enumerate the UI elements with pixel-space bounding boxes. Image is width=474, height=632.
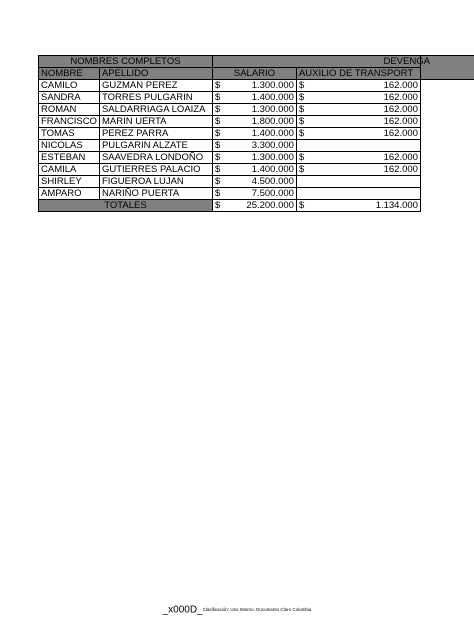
currency-symbol: $ [298, 92, 305, 103]
cell-salario-value: 1.300.000 [251, 104, 294, 115]
cell-salario [212, 128, 296, 140]
cell-auxilio-value: 162.000 [383, 104, 418, 115]
cell-salario [212, 164, 296, 176]
totals-auxilio [296, 200, 420, 212]
cell-nombre: NICOLAS [39, 140, 100, 152]
cell-apellido: MARIN UERTA [99, 116, 212, 128]
currency-symbol: $ [214, 164, 221, 175]
currency-symbol: $ [298, 164, 305, 175]
col-header-nombre: NOMBRE [39, 68, 100, 80]
table-row [39, 116, 421, 128]
cell-salario-value: 1.400.000 [251, 128, 294, 139]
cell-apellido: SAAVEDRA LONDOÑO [99, 152, 212, 164]
col-header-auxilio: AUXILIO DE TRANSPORT [296, 68, 420, 80]
cell-salario-value: 1.400.000 [251, 164, 294, 175]
column-header-row [39, 68, 421, 80]
cell-salario-value: 4.500.000 [251, 176, 294, 187]
payroll-table [38, 55, 430, 212]
cell-nombre: SHIRLEY [39, 176, 100, 188]
cell-nombre: CAMILO [39, 80, 100, 92]
cell-salario [212, 92, 296, 104]
totals-salario-value: 25.200.000 [246, 200, 294, 211]
table-row [39, 188, 421, 200]
cell-nombre: ROMAN [39, 104, 100, 116]
currency-symbol: $ [214, 152, 221, 163]
table-row [39, 152, 421, 164]
cell-auxilio-value: 162.000 [383, 116, 418, 127]
payroll-sheet [38, 55, 430, 212]
group-header-row [39, 56, 421, 68]
cell-auxilio [296, 92, 420, 104]
currency-symbol: $ [214, 176, 221, 187]
table-row [39, 140, 421, 152]
cell-salario [212, 188, 296, 200]
cell-auxilio [296, 188, 420, 200]
table-row [39, 164, 421, 176]
cell-auxilio [296, 104, 420, 116]
group-header-names: NOMBRES COMPLETOS [39, 56, 213, 68]
cell-apellido: GUZMAN PEREZ [99, 80, 212, 92]
cell-apellido: PEREZ PARRA [99, 128, 212, 140]
cell-auxilio [296, 140, 420, 152]
currency-symbol: $ [214, 188, 221, 199]
cell-apellido: PULGARIN ALZATE [99, 140, 212, 152]
currency-symbol: $ [298, 80, 305, 91]
currency-symbol: $ [214, 200, 221, 211]
cell-salario [212, 80, 296, 92]
table-row [39, 128, 421, 140]
cell-auxilio [296, 152, 420, 164]
currency-symbol: $ [298, 104, 305, 115]
totals-label: TOTALES [39, 200, 213, 212]
cell-apellido: SALDARRIAGA LOAIZA [99, 104, 212, 116]
cell-auxilio-value: 162.000 [383, 92, 418, 103]
currency-symbol: $ [214, 140, 221, 151]
cell-salario-value: 7.500.000 [251, 188, 294, 199]
footer-code: _x000D_ [162, 604, 203, 616]
cell-auxilio [296, 176, 420, 188]
totals-salario [212, 200, 296, 212]
group-header-devenga: DEVENGA [212, 56, 420, 68]
cell-auxilio [296, 80, 420, 92]
cell-nombre: TOMAS [39, 128, 100, 140]
cell-salario [212, 140, 296, 152]
page-footer [0, 604, 474, 617]
currency-symbol: $ [214, 128, 221, 139]
cell-auxilio-value: 162.000 [383, 164, 418, 175]
currency-symbol: $ [214, 104, 221, 115]
currency-symbol: $ [214, 92, 221, 103]
cell-salario [212, 104, 296, 116]
currency-symbol: $ [298, 128, 305, 139]
currency-symbol: $ [214, 116, 221, 127]
cell-salario [212, 176, 296, 188]
cell-auxilio [296, 164, 420, 176]
currency-symbol: $ [298, 116, 305, 127]
table-row [39, 92, 421, 104]
table-row [39, 176, 421, 188]
cell-salario [212, 116, 296, 128]
cell-auxilio [296, 128, 420, 140]
totals-row [39, 200, 421, 212]
cell-auxilio-value: 162.000 [383, 128, 418, 139]
col-header-apellido: APELLIDO [99, 68, 212, 80]
col-header-salario: SALARIO [212, 68, 296, 80]
currency-symbol: $ [298, 152, 305, 163]
cell-nombre: SANDRA [39, 92, 100, 104]
currency-symbol: $ [214, 80, 221, 91]
table-row [39, 80, 421, 92]
cell-nombre: ESTEBAN [39, 152, 100, 164]
cell-salario-value: 1.800.000 [251, 116, 294, 127]
cell-nombre: FRANCISCO [39, 116, 100, 128]
table-row [39, 104, 421, 116]
cell-apellido: FIGUEROA LUJAN [99, 176, 212, 188]
cell-salario-value: 1.300.000 [251, 152, 294, 163]
cell-nombre: CAMILA [39, 164, 100, 176]
currency-symbol: $ [298, 200, 305, 211]
cell-apellido: GUTIERRES PALACIO [99, 164, 212, 176]
cell-auxilio [296, 116, 420, 128]
cell-apellido: NARIÑO PUERTA [99, 188, 212, 200]
cell-salario-value: 1.400.000 [251, 92, 294, 103]
cell-salario-value: 1.300.000 [251, 80, 294, 91]
cell-auxilio-value: 162.000 [383, 152, 418, 163]
cell-apellido: TORRES PULGARIN [99, 92, 212, 104]
cell-auxilio-value: 162.000 [383, 80, 418, 91]
footer-classification: Clasificación: Uso Interno. Documento Claro Colombia [202, 607, 312, 612]
cell-salario [212, 152, 296, 164]
cell-nombre: AMPARO [39, 188, 100, 200]
cell-salario-value: 3.300.000 [251, 140, 294, 151]
totals-auxilio-value: 1.134.000 [375, 200, 418, 211]
